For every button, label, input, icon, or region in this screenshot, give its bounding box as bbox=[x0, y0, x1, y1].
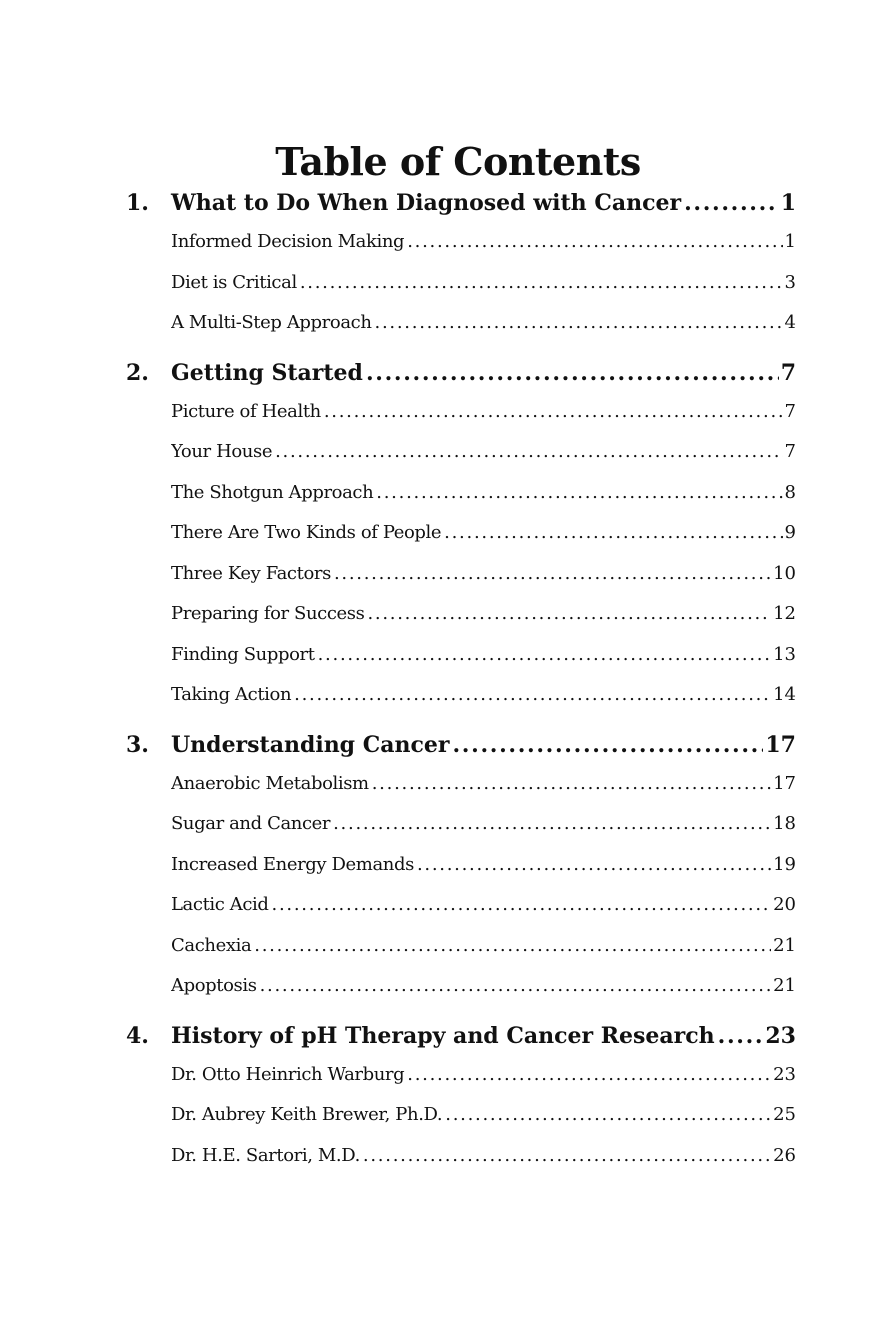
toc-section-entry[interactable] bbox=[171, 675, 796, 716]
dot-leader bbox=[318, 635, 771, 676]
section-page-number: 19 bbox=[773, 853, 796, 875]
toc-section-entry[interactable] bbox=[171, 635, 796, 676]
section-page-number: 14 bbox=[773, 684, 796, 705]
toc-chapter bbox=[126, 354, 796, 716]
dot-leader bbox=[375, 303, 783, 344]
toc-chapter-entry[interactable] bbox=[126, 354, 796, 392]
section-page-number: 18 bbox=[773, 813, 796, 834]
toc-section-list bbox=[171, 1055, 796, 1177]
toc-section-list bbox=[171, 392, 796, 716]
section-title: Dr. H.E. Sartori, M.D. bbox=[171, 1144, 360, 1166]
toc-section-list bbox=[171, 764, 796, 1007]
section-title: Apoptosis bbox=[171, 975, 257, 996]
toc-section-list bbox=[171, 222, 796, 344]
chapter-page-number: 17 bbox=[765, 731, 796, 758]
section-page-number: 20 bbox=[773, 894, 796, 915]
dot-leader bbox=[275, 432, 782, 473]
chapter-title: History of pH Therapy and Cancer Research bbox=[171, 1022, 715, 1049]
toc-chapter bbox=[126, 726, 796, 1007]
section-title: Dr. Aubrey Keith Brewer, Ph.D. bbox=[171, 1104, 443, 1125]
toc-section-entry[interactable] bbox=[171, 432, 796, 473]
toc-section-entry[interactable] bbox=[171, 513, 796, 554]
chapter-number: 1. bbox=[126, 190, 149, 216]
toc-section-entry[interactable] bbox=[171, 554, 796, 595]
section-title: Three Key Factors bbox=[171, 562, 331, 584]
section-page-number: 7 bbox=[784, 441, 796, 462]
section-page-number: 10 bbox=[773, 562, 796, 584]
chapter-page-number: 23 bbox=[765, 1022, 796, 1049]
toc-section-entry[interactable] bbox=[171, 473, 796, 514]
chapter-number: 3. bbox=[126, 731, 149, 758]
dot-leader bbox=[445, 1095, 771, 1136]
section-page-number: 13 bbox=[773, 643, 796, 665]
section-title: Anaerobic Metabolism bbox=[171, 772, 369, 794]
dot-leader bbox=[417, 845, 771, 886]
section-title: Picture of Health bbox=[171, 400, 321, 422]
dot-leader bbox=[444, 513, 782, 554]
section-title: Lactic Acid bbox=[171, 894, 269, 915]
section-title: Informed Decision Making bbox=[171, 231, 405, 252]
section-page-number: 21 bbox=[773, 934, 796, 956]
chapter-title: Understanding Cancer bbox=[171, 731, 450, 758]
dot-leader bbox=[407, 222, 782, 263]
section-page-number: 21 bbox=[773, 975, 796, 996]
toc-chapter-entry[interactable] bbox=[126, 184, 796, 222]
section-title: Finding Support bbox=[171, 643, 315, 665]
dot-leader bbox=[363, 1136, 771, 1177]
chapter-page-number: 7 bbox=[780, 359, 796, 386]
section-title: Dr. Otto Heinrich Warburg bbox=[171, 1063, 405, 1085]
section-title: Sugar and Cancer bbox=[171, 813, 331, 834]
toc-chapter-entry[interactable] bbox=[126, 726, 796, 764]
toc-section-entry[interactable] bbox=[171, 263, 796, 304]
toc-section-entry[interactable] bbox=[171, 764, 796, 805]
toc-section-entry[interactable] bbox=[171, 1055, 796, 1096]
section-page-number: 4 bbox=[784, 312, 796, 333]
section-title: The Shotgun Approach bbox=[171, 481, 374, 503]
dot-leader bbox=[272, 885, 772, 926]
dot-leader bbox=[372, 764, 771, 805]
toc-section-entry[interactable] bbox=[171, 392, 796, 433]
toc-section-entry[interactable] bbox=[171, 926, 796, 967]
toc-section-entry[interactable] bbox=[171, 885, 796, 926]
toc-chapter bbox=[126, 1017, 796, 1177]
toc-section-entry[interactable] bbox=[171, 966, 796, 1007]
dot-leader bbox=[334, 554, 771, 595]
section-page-number: 1 bbox=[784, 231, 796, 252]
dot-leader bbox=[294, 675, 771, 716]
toc-section-entry[interactable] bbox=[171, 804, 796, 845]
section-page-number: 17 bbox=[773, 772, 796, 794]
chapter-page-number: 1 bbox=[780, 190, 796, 216]
section-page-number: 26 bbox=[773, 1144, 796, 1166]
section-title: Cachexia bbox=[171, 934, 252, 956]
dot-leader bbox=[684, 184, 779, 222]
dot-leader bbox=[366, 354, 779, 392]
toc-chapter bbox=[126, 184, 796, 344]
toc-section-entry[interactable] bbox=[171, 1136, 796, 1177]
section-title: Increased Energy Demands bbox=[171, 853, 414, 875]
chapter-number: 4. bbox=[126, 1022, 149, 1049]
toc-section-entry[interactable] bbox=[171, 845, 796, 886]
section-page-number: 12 bbox=[773, 603, 796, 624]
toc-section-entry[interactable] bbox=[171, 222, 796, 263]
dot-leader bbox=[718, 1017, 764, 1055]
toc-section-entry[interactable] bbox=[171, 594, 796, 635]
dot-leader bbox=[452, 726, 763, 764]
section-title: There Are Two Kinds of People bbox=[171, 522, 442, 543]
section-page-number: 8 bbox=[784, 481, 796, 503]
section-page-number: 7 bbox=[784, 400, 796, 422]
section-title: Diet is Critical bbox=[171, 271, 297, 293]
section-page-number: 23 bbox=[773, 1063, 796, 1085]
dot-leader bbox=[367, 594, 771, 635]
chapter-title: Getting Started bbox=[171, 359, 363, 386]
section-title: Your House bbox=[171, 441, 273, 462]
chapter-title: What to Do When Diagnosed with Cancer bbox=[171, 190, 682, 216]
toc-chapter-entry[interactable] bbox=[126, 1017, 796, 1055]
chapter-number: 2. bbox=[126, 359, 149, 386]
section-page-number: 9 bbox=[784, 522, 796, 543]
toc-section-entry[interactable] bbox=[171, 1095, 796, 1136]
dot-leader bbox=[254, 926, 771, 967]
dot-leader bbox=[300, 263, 783, 304]
section-title: Preparing for Success bbox=[171, 603, 365, 624]
table-of-contents bbox=[126, 184, 796, 1186]
dot-leader bbox=[333, 804, 771, 845]
dot-leader bbox=[324, 392, 783, 433]
dot-leader bbox=[260, 966, 772, 1007]
section-page-number: 25 bbox=[773, 1104, 796, 1125]
page-title: Table of Contents bbox=[275, 139, 641, 185]
section-title: A Multi-Step Approach bbox=[171, 312, 372, 333]
dot-leader bbox=[407, 1055, 771, 1096]
section-page-number: 3 bbox=[784, 271, 796, 293]
section-title: Taking Action bbox=[171, 684, 292, 705]
dot-leader bbox=[376, 473, 782, 514]
toc-section-entry[interactable] bbox=[171, 303, 796, 344]
